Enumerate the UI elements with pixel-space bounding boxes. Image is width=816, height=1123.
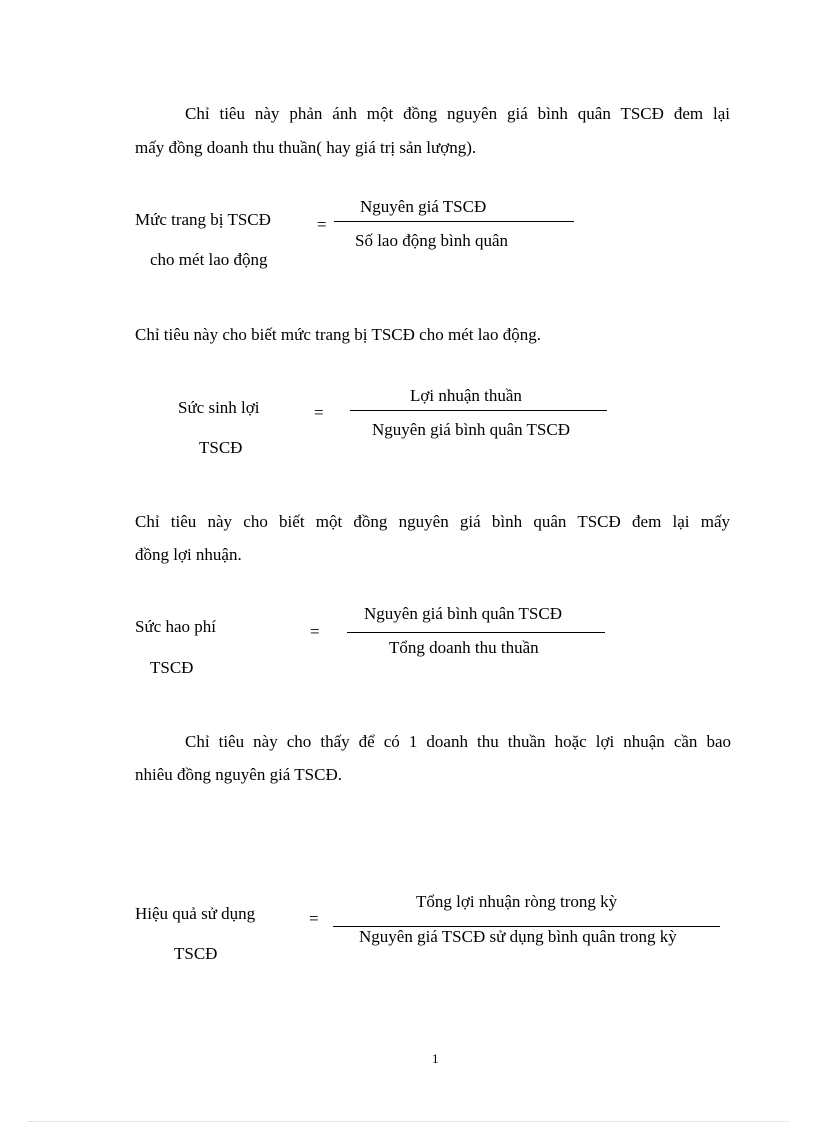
paragraph-3-line-2: đồng lợi nhuận. xyxy=(135,545,242,564)
paragraph-2: Chỉ tiêu này cho biết mức trang bị TSCĐ cho mét lao động. xyxy=(135,325,541,344)
page-number: 1 xyxy=(432,1051,439,1066)
formula-4-label-line-1: Hiệu quả sử dụng xyxy=(135,904,256,923)
formula-3-fraction-bar xyxy=(347,632,605,633)
formula-3-label-line-2: TSCĐ xyxy=(150,658,194,677)
formula-2-denominator: Nguyên giá bình quân TSCĐ xyxy=(372,420,571,439)
formula-3-numerator: Nguyên giá bình quân TSCĐ xyxy=(364,604,563,623)
formula-3-label-line-1: Sức hao phí xyxy=(135,617,216,636)
formula-2-fraction-bar xyxy=(350,410,607,411)
formula-1-equals: = xyxy=(317,215,327,234)
formula-2-label-line-2: TSCĐ xyxy=(199,438,243,457)
formula-4-numerator: Tổng lợi nhuận ròng trong kỳ xyxy=(416,892,618,911)
paragraph-3-line-1: Chỉ tiêu này cho biết một đồng nguyên giá bình quân TSCĐ đem lại mấy xyxy=(135,512,730,531)
formula-2-equals: = xyxy=(314,403,324,422)
formula-4-denominator: Nguyên giá TSCĐ sử dụng bình quân trong kỳ xyxy=(359,927,677,946)
formula-1-denominator: Số lao động bình quân xyxy=(355,231,508,250)
page-bottom-border xyxy=(28,1121,788,1122)
paragraph-1-line-2: mấy đồng doanh thu thuần( hay giá trị sản lượng). xyxy=(135,138,477,157)
formula-2-numerator: Lợi nhuận thuần xyxy=(410,386,522,405)
formula-1-fraction-bar xyxy=(334,221,574,222)
paragraph-4-line-2: nhiêu đồng nguyên giá TSCĐ. xyxy=(135,765,342,784)
formula-1-label-line-1: Mức trang bị TSCĐ xyxy=(135,210,271,229)
formula-2-label-line-1: Sức sinh lợi xyxy=(178,398,260,417)
formula-3-denominator: Tổng doanh thu thuần xyxy=(389,638,539,657)
formula-3-equals: = xyxy=(310,622,320,641)
formula-1-label-line-2: cho mét lao động xyxy=(150,250,268,269)
paragraph-4-line-1: Chỉ tiêu này cho thấy để có 1 doanh thu thuần hoặc lợi nhuận cần bao xyxy=(185,732,731,751)
formula-1-numerator: Nguyên giá TSCĐ xyxy=(360,197,487,216)
formula-4-label-line-2: TSCĐ xyxy=(174,944,218,963)
paragraph-1-line-1: Chỉ tiêu này phản ánh một đồng nguyên giá bình quân TSCĐ đem lại xyxy=(185,104,730,123)
formula-4-equals: = xyxy=(309,909,319,928)
